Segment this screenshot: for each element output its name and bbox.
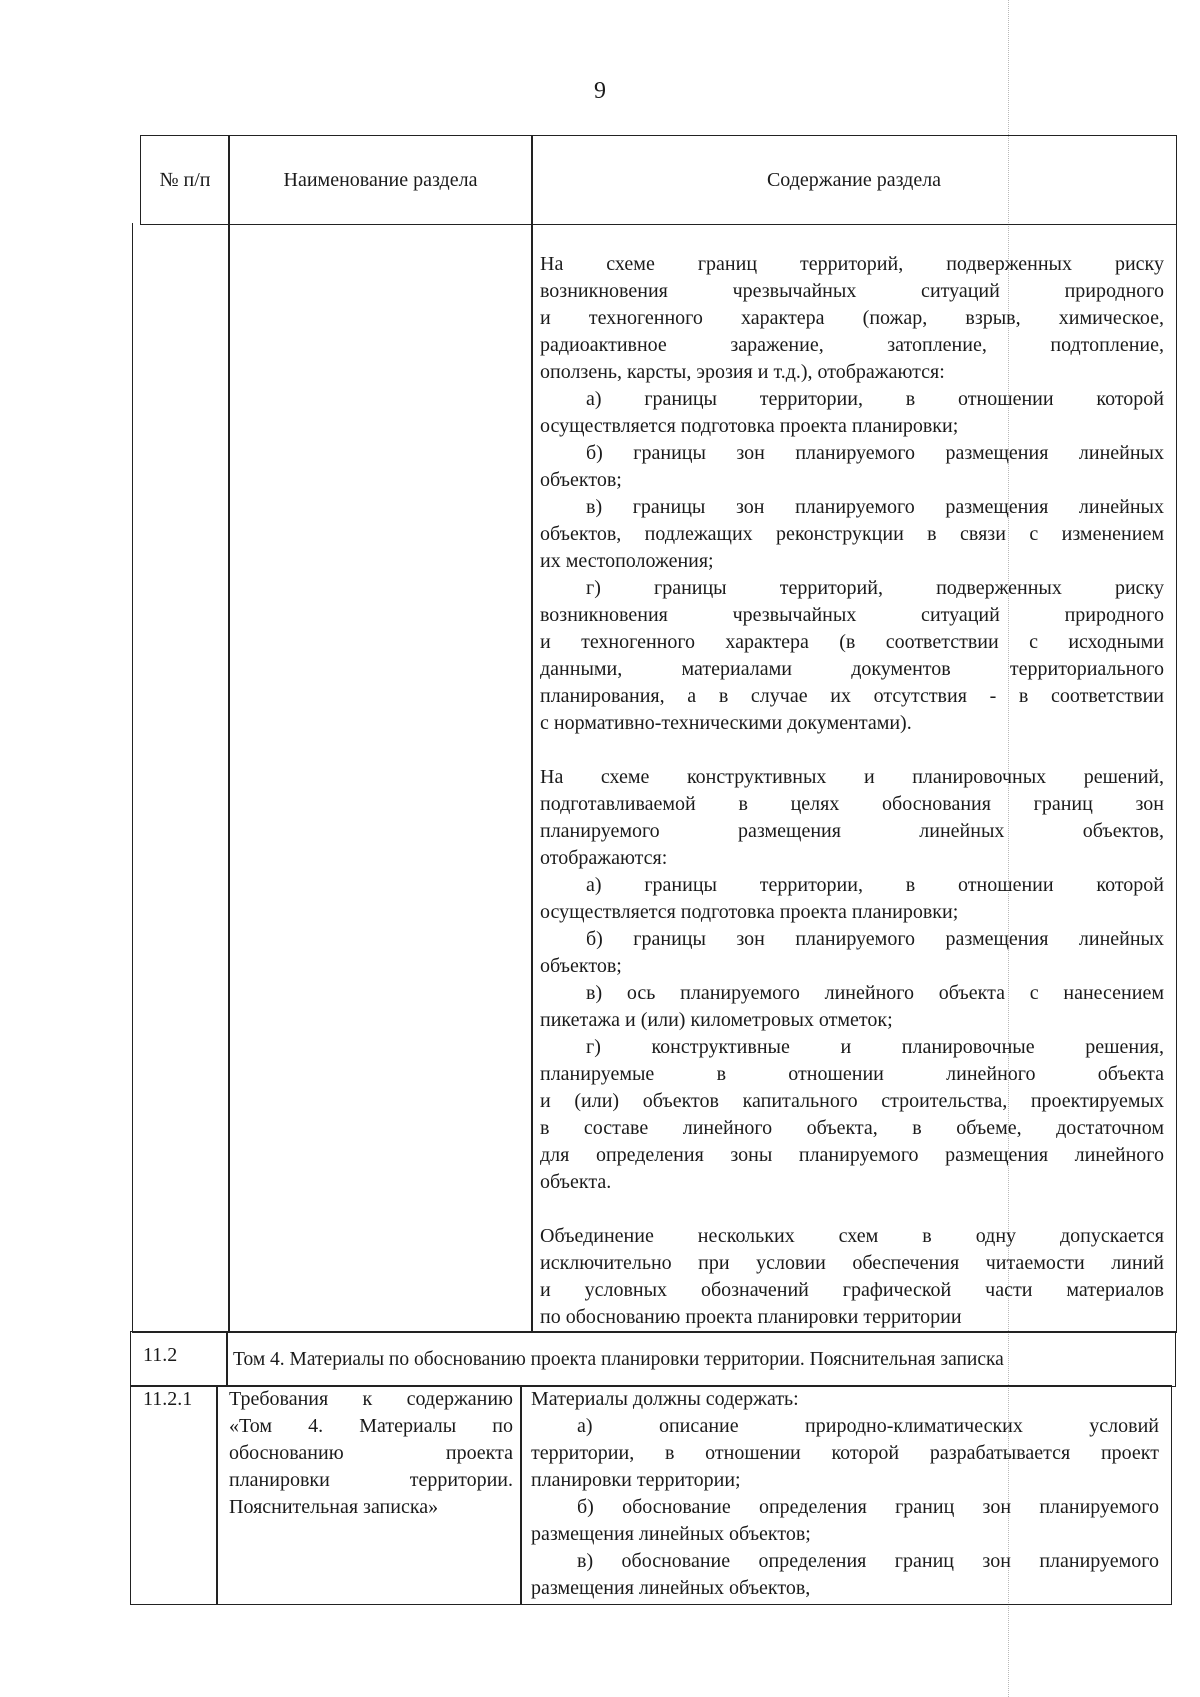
text-line: размещения линейных объектов, [531, 1577, 811, 1599]
paragraph-gap [540, 1196, 1164, 1223]
section-num-cell [130, 1331, 228, 1387]
text-line: г) границы территорий, подверженных риску [586, 577, 1164, 599]
text-line: объектов; [540, 469, 622, 491]
text-line: территории, в отношении которой разрабатывается проект [531, 1442, 1159, 1464]
text-line: их местоположения; [540, 550, 714, 572]
text-line: с нормативно-техническими документами). [540, 712, 912, 734]
item-num: 11.2.1 [143, 1388, 193, 1410]
item-name [229, 1386, 513, 1521]
text-line: радиоактивное заражение, затопление, подтопление, [540, 334, 1164, 356]
text-line: планирования, а в случае их отсутствия - в соответствии [540, 685, 1164, 707]
section-title: Том 4. Материалы по обоснованию проекта планировки территории. Пояснительная записка [233, 1349, 1004, 1370]
text-line: и техногенного характера (пожар, взрыв, химическое, [540, 307, 1164, 329]
text-line: г) конструктивные и планировочные решения, [586, 1036, 1164, 1058]
text-line: б) границы зон планируемого размещения линейных [586, 442, 1164, 464]
item-content-cell [520, 1385, 1172, 1605]
text-line: На схеме границ территорий, подверженных риску [540, 253, 1164, 275]
text-line: отображаются: [540, 847, 668, 869]
text-line: данными, материалами документов территориального [540, 658, 1164, 680]
text-line: планируемые в отношении линейного объекта [540, 1063, 1164, 1085]
text-line: возникновения чрезвычайных ситуаций природного [540, 280, 1164, 302]
continued-content [540, 251, 1164, 1331]
item-name-cell [216, 1385, 522, 1605]
item-num-cell [130, 1385, 218, 1605]
paragraph-gap [540, 737, 1164, 764]
text-line: а) описание природно-климатических условий [577, 1415, 1159, 1437]
text-line: а) границы территории, в отношении которой [586, 874, 1164, 896]
header-name-cell [228, 135, 533, 225]
text-line: б) границы зон планируемого размещения линейных [586, 928, 1164, 950]
text-line: и техногенного характера (в соответствии с исходными [540, 631, 1164, 653]
text-line: подготавливаемой в целях обоснования границ зон [540, 793, 1164, 815]
header-num-cell [140, 135, 230, 225]
item-name-line: Требования к содержанию [229, 1388, 513, 1410]
header-content-cell [531, 135, 1177, 225]
text-line: для определения зоны планируемого размещения линейного [540, 1144, 1164, 1166]
page-number: 9 [594, 78, 606, 104]
text-line: объектов; [540, 955, 622, 977]
text-line: в составе линейного объекта, в объеме, достаточном [540, 1117, 1164, 1139]
text-line: оползень, карсты, эрозия и т.д.), отображаются: [540, 361, 945, 383]
text-line: Объединение нескольких схем в одну допускается [540, 1225, 1164, 1247]
text-line: объекта. [540, 1171, 612, 1193]
text-line: б) обоснование определения границ зон планируемого [577, 1496, 1159, 1518]
section-num: 11.2 [143, 1344, 178, 1366]
continued-name-cell [228, 223, 533, 1333]
section-title-cell [226, 1331, 1176, 1387]
item-name-line: обоснованию проекта [229, 1442, 513, 1464]
item-name-line: Пояснительная записка» [229, 1496, 439, 1518]
text-line: и (или) объектов капитального строительства, проектируемых [540, 1090, 1164, 1112]
text-line: Материалы должны содержать: [531, 1388, 799, 1410]
text-line: пикетажа и (или) километровых отметок; [540, 1009, 893, 1031]
text-line: и условных обозначений графической части материалов [540, 1279, 1164, 1301]
item-name-line: «Том 4. Материалы по [229, 1415, 513, 1437]
text-line: объектов, подлежащих реконструкции в связи с изменением [540, 523, 1164, 545]
continued-num-cell [132, 223, 230, 1333]
item-name-line: планировки территории. [229, 1469, 513, 1491]
text-line: по обоснованию проекта планировки территории [540, 1306, 962, 1328]
text-line: в) ось планируемого линейного объекта с нанесением [586, 982, 1164, 1004]
text-line: а) границы территории, в отношении которой [586, 388, 1164, 410]
text-line: планировки территории; [531, 1469, 741, 1491]
text-line: в) границы зон планируемого размещения линейных [586, 496, 1164, 518]
text-line: осуществляется подготовка проекта планировки; [540, 901, 959, 923]
header-content: Содержание раздела [766, 168, 942, 191]
text-line: исключительно при условии обеспечения читаемости линий [540, 1252, 1164, 1274]
text-line: размещения линейных объектов; [531, 1523, 811, 1545]
text-line: планируемого размещения линейных объектов, [540, 820, 1164, 842]
item-content [531, 1386, 1159, 1602]
text-line: возникновения чрезвычайных ситуаций природного [540, 604, 1164, 626]
header-name: Наименование раздела [283, 168, 478, 191]
text-line: осуществляется подготовка проекта планировки; [540, 415, 959, 437]
text-line: На схеме конструктивных и планировочных решений, [540, 766, 1164, 788]
header-num: № п/п [159, 168, 211, 191]
text-line: в) обоснование определения границ зон планируемого [577, 1550, 1159, 1572]
continued-content-cell [531, 223, 1177, 1333]
